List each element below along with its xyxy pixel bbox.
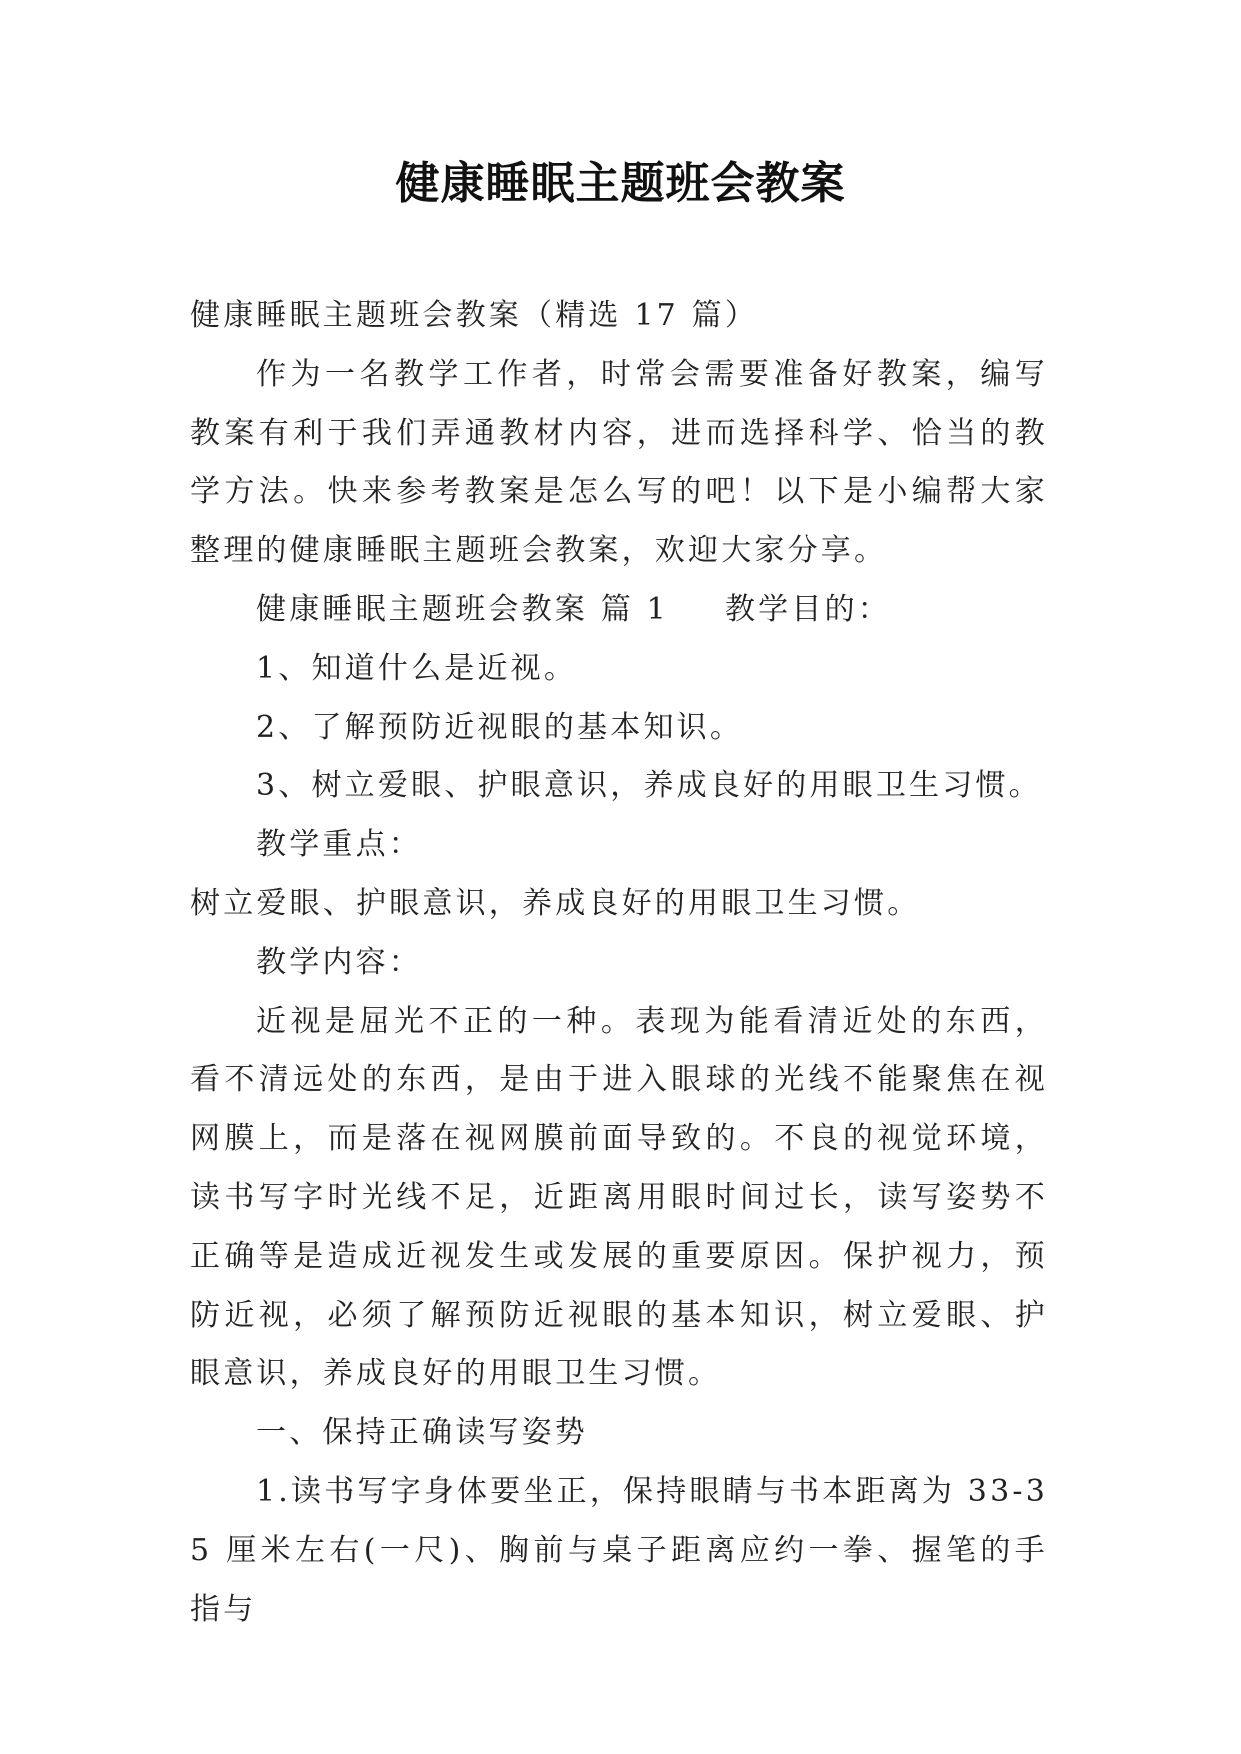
objective-item-1: 1、知道什么是近视。: [256, 650, 578, 686]
focus-text: 树立爱眼、护眼意识，养成良好的用眼卫生习惯。: [190, 885, 921, 921]
objective-item-3: 3、树立爱眼、护眼意识，养成良好的用眼卫生习惯。: [256, 768, 1042, 804]
section-heading-line: [190, 581, 1048, 640]
part-one-item-1: 1.读书写字身体要坐正，保持眼睛与书本距离为 33-35 厘米左右(一尺)、胸前与桌子距离应约一拳、握笔的手指与: [190, 1473, 1048, 1627]
content-paragraph: 近视是屈光不正的一种。表现为能看清近处的东西，看不清远处的东西，是由于进入眼球的光线不能聚焦在视网膜上，而是落在视网膜前面导致的。不良的视觉环境，读书写字时光线不足，近距离用眼时间过长，读写姿势不正确等是造成近视发生或发展的重要原因。保护视力，预防近视，必须了解预防近视眼的基本知识，树立爱眼、护眼意识，养成良好的用眼卫生习惯。: [190, 1003, 1048, 1392]
section-heading: 健康睡眠主题班会教案 篇 1: [256, 591, 669, 627]
focus-label: 教学重点：: [256, 827, 422, 863]
objective-item-2: 2、了解预防近视眼的基本知识。: [256, 709, 744, 745]
intro-paragraph: 作为一名教学工作者，时常会需要准备好教案，编写教案有利于我们弄通教材内容，进而选择科学、恰当的教学方法。快来参考教案是怎么写的吧！以下是小编帮大家整理的健康睡眠主题班会教案，欢迎大家分享。: [190, 356, 1048, 569]
objective-label: 教学目的：: [724, 591, 891, 627]
document-body: [190, 287, 1048, 1639]
part-one-heading: 一、保持正确读写姿势: [256, 1415, 588, 1451]
document-subtitle: 健康睡眠主题班会教案（精选 17 篇）: [190, 298, 759, 333]
document-title: 健康睡眠主题班会教案: [395, 158, 846, 209]
content-label: 教学内容：: [256, 944, 422, 980]
